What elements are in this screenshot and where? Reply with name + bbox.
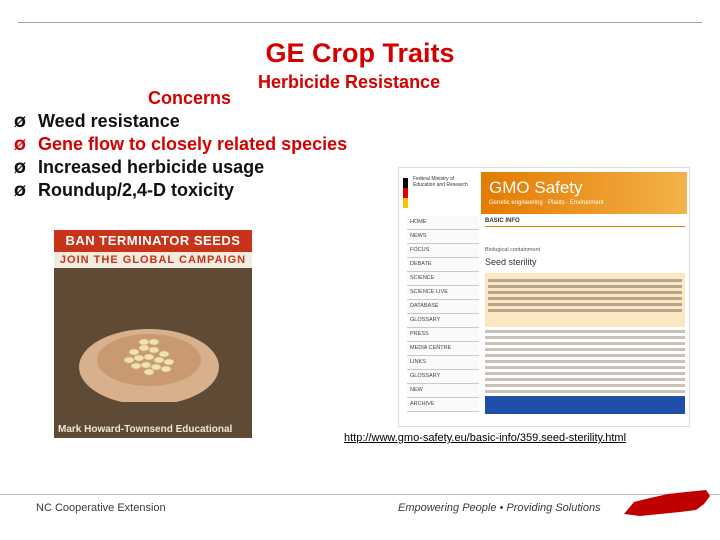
nav-item: MEDIA CENTRE bbox=[407, 342, 479, 356]
nav-item: HOME bbox=[407, 216, 479, 230]
source-link[interactable]: http://www.gmo-safety.eu/basic-info/359.seed-sterility.html bbox=[344, 432, 627, 444]
nav-item: SCIENCE LIVE bbox=[407, 286, 479, 300]
gmo-nav bbox=[407, 216, 479, 412]
gmo-article bbox=[485, 216, 685, 414]
nav-item: NEWS bbox=[407, 230, 479, 244]
banner-subline: JOIN THE GLOBAL CAMPAIGN bbox=[54, 252, 252, 268]
footer-organization: NC Cooperative Extension bbox=[36, 502, 166, 514]
gmo-safety-screenshot bbox=[398, 167, 690, 427]
nav-item: DEBATE bbox=[407, 258, 479, 272]
bullet-herbicide-usage: Ø Increased herbicide usage bbox=[14, 156, 347, 179]
ministry-logo bbox=[403, 174, 473, 214]
footer-slogan: Empowering People • Providing Solutions bbox=[398, 502, 601, 514]
gmo-site-title: GMO Safety bbox=[489, 178, 583, 197]
article-intro-box bbox=[485, 273, 685, 327]
slide-title: GE Crop Traits bbox=[265, 38, 455, 68]
ban-terminator-photo bbox=[54, 230, 252, 438]
seeds-in-hands-image bbox=[74, 282, 224, 402]
gmo-safety-header bbox=[481, 172, 687, 214]
bullet-weed-resistance: Ø Weed resistance bbox=[14, 110, 347, 133]
gmo-site-tagline: Genetic engineering · Plants · Environment bbox=[489, 200, 604, 206]
arrow-bullet-icon: Ø bbox=[14, 115, 26, 131]
nav-item: LINKS bbox=[407, 356, 479, 370]
ministry-name: Federal Ministry of Education and Research bbox=[413, 176, 468, 188]
arrow-bullet-icon: Ø bbox=[14, 138, 26, 154]
bullet-toxicity: Ø Roundup/2,4-D toxicity bbox=[14, 179, 347, 202]
north-carolina-map-icon bbox=[620, 484, 714, 520]
photo-credit: Mark Howard-Townsend Educational bbox=[58, 424, 233, 435]
nav-item: GLOSSARY bbox=[407, 370, 479, 384]
article-breadcrumb: Biological containment bbox=[485, 247, 541, 253]
article-body bbox=[485, 330, 685, 414]
highlighted-text bbox=[485, 396, 685, 414]
article-title: Seed sterility bbox=[485, 257, 537, 267]
nav-item: NEW bbox=[407, 384, 479, 398]
top-divider bbox=[18, 22, 702, 23]
bullet-gene-flow: Ø Gene flow to closely related species bbox=[14, 133, 347, 156]
nav-item: GLOSSARY bbox=[407, 314, 479, 328]
german-flag-icon bbox=[403, 178, 408, 208]
nav-item: FOCUS bbox=[407, 244, 479, 258]
nav-item: ARCHIVE bbox=[407, 398, 479, 412]
nav-item: DATABASE bbox=[407, 300, 479, 314]
banner-headline: BAN TERMINATOR SEEDS bbox=[54, 230, 252, 252]
concerns-list bbox=[14, 110, 347, 202]
nav-item: PRESS bbox=[407, 328, 479, 342]
section-label: BASIC INFO bbox=[485, 216, 685, 227]
arrow-bullet-icon: Ø bbox=[14, 161, 26, 177]
slide-subtitle: Herbicide Resistance bbox=[258, 72, 441, 92]
footer-divider bbox=[0, 494, 720, 495]
arrow-bullet-icon: Ø bbox=[14, 184, 26, 200]
nav-item: SCIENCE bbox=[407, 272, 479, 286]
concerns-heading: Concerns bbox=[148, 88, 232, 108]
